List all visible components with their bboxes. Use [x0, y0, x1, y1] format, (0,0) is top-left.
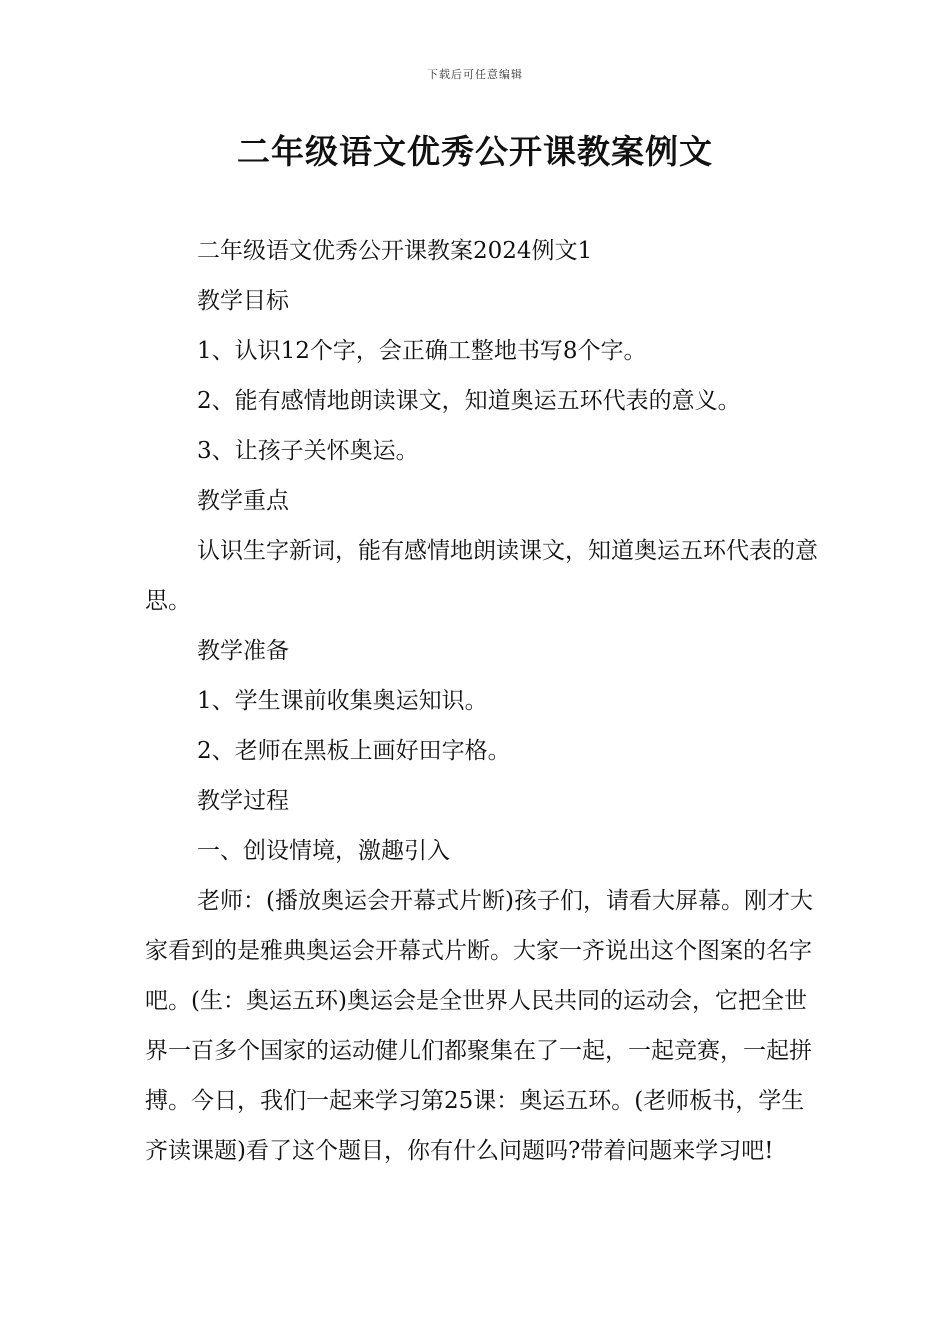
heading-preparation: 教学准备: [197, 638, 289, 664]
document-title: 二年级语文优秀公开课教案例文: [237, 132, 713, 171]
section-subtitle: 二年级语文优秀公开课教案2024例文1: [197, 238, 593, 264]
heading-objectives: 教学目标: [197, 288, 289, 314]
objective-item: 3、让孩子关怀奥运。: [197, 438, 419, 464]
objective-item: 1、认识12个字，会正确工整地书写8个字。: [197, 338, 647, 364]
preparation-item: 2、老师在黑板上画好田字格。: [197, 738, 511, 764]
header-note: 下载后可任意编辑: [427, 68, 523, 81]
heading-key-points: 教学重点: [197, 488, 289, 514]
preparation-item: 1、学生课前收集奥运知识。: [197, 688, 488, 714]
process-step-text: 老师：(播放奥运会开幕式片断)孩子们，请看大屏幕。刚才大家看到的是雅典奥运会开幕式片断。大家一齐说出这个图案的名字吧。(生：奥运五环)奥运会是全世界人民共同的运动会，它把全世界一百多个国家的运动健儿们都聚集在了一起，一起竞赛，一起拼搏。今日，我们一起来学习第25课：奥运五环。(老师板书，学生齐读课题)看了这个题目，你有什么问题吗?带着问题来学习吧!: [145, 888, 813, 1164]
process-step-heading: 一、创设情境，激趣引入: [197, 838, 450, 864]
document-body: [145, 226, 825, 1176]
objective-item: 2、能有感情地朗读课文，知道奥运五环代表的意义。: [197, 388, 741, 414]
heading-process: 教学过程: [197, 788, 289, 814]
key-points-text: 认识生字新词，能有感情地朗读课文，知道奥运五环代表的意思。: [145, 538, 818, 614]
